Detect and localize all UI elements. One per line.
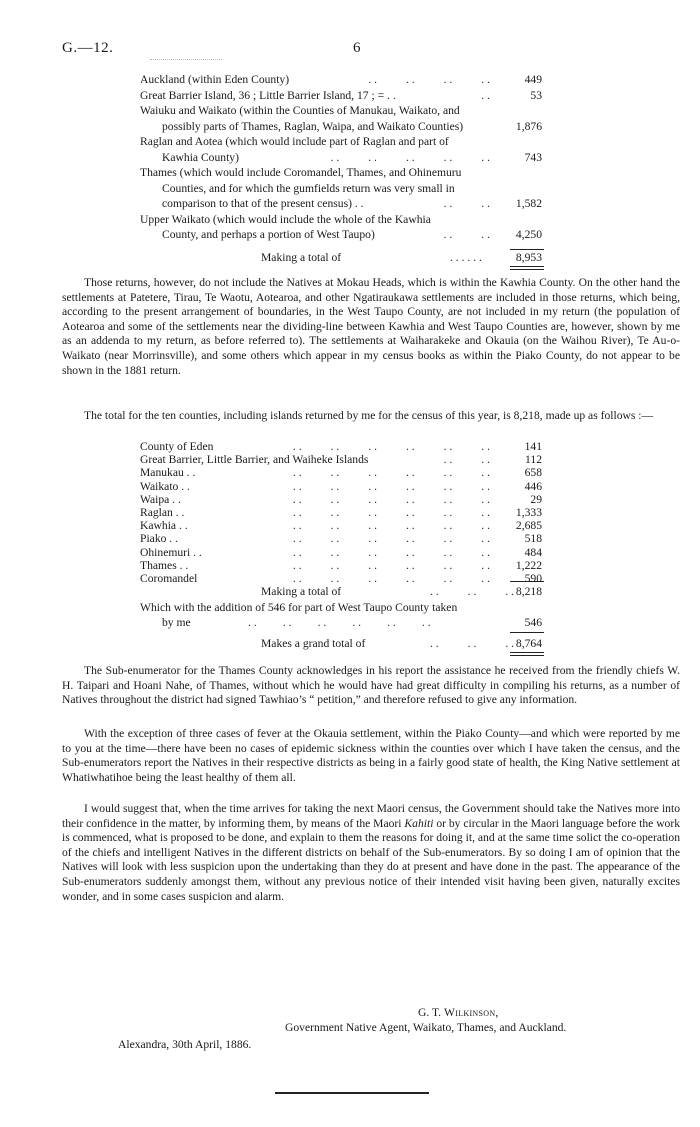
first-table-row (140, 165, 542, 181)
first-table-row-label: Waiuku and Waikato (within the Counties of Manukau, Waikato, and (140, 104, 460, 117)
county-value: 141 (524, 440, 542, 453)
county-name: Manukau . . (140, 466, 196, 480)
first-summary-table (140, 72, 542, 243)
page-number: 6 (353, 40, 361, 56)
document-reference: G.—12. (62, 40, 114, 56)
grand-total-rule (510, 632, 544, 633)
second-table-rule (510, 581, 544, 582)
county-row (140, 466, 542, 479)
county-name: Waipa . . (140, 492, 181, 506)
first-table-row (140, 119, 542, 135)
first-table-row-value: 53 (530, 88, 542, 102)
county-value: 1,222 (515, 558, 542, 572)
county-value: 518 (524, 532, 542, 546)
first-table-row-label: Counties, and for which the gumfields return was very small in (162, 181, 455, 195)
first-table-row (140, 227, 542, 243)
county-row-dots: . . . . . . . . . . . . (292, 571, 490, 585)
first-table-row-label: County, and perhaps a portion of West Taupo) (162, 228, 375, 241)
first-table-row-dots: . . . . (443, 197, 490, 210)
county-row (140, 480, 542, 493)
signature-title: Government Native Agent, Waikato, Thames, and Auckland. (285, 1021, 567, 1034)
first-table-row (140, 72, 542, 88)
paragraph-1-text: Those returns, however, do not include the Natives at Mokau Heads, which is within the Kawhia County. On the other hand the settlements at Patetere, Tirau, Te Waotu, Aotearoa, and other Ngatiraukawa settlements are included in those returns, which being, according to the present arrangement of boundaries, in the West Taupo County, are not included in my return (the population of Aotearoa and some of the settlements near the dividing-line between Kawhia and West Taupo Counties are, however, shown by me as an addenda to my return, as before referred to). The settlements at Waiharakeke and Okauia (on the Waihou River), Te Au-o-Waikato (near Morrinsville), and some others which appear in my census books as within the Piako County, do not appear to be shown in the 1881 return. (62, 276, 680, 377)
grand-total-dots: . . . . . . (430, 637, 515, 650)
county-row (140, 506, 542, 519)
county-breakdown-table (140, 440, 542, 585)
first-table-row (140, 212, 542, 228)
first-table-total-row (140, 250, 542, 266)
first-table-row-label: Raglan and Aotea (which would include part of Raglan and part of (140, 135, 449, 148)
addition-dots: . . . . . . . . . . . . (248, 616, 431, 629)
county-value: 446 (524, 479, 542, 493)
paragraph-1 (62, 276, 680, 378)
county-row-dots: . . . . . . . . . . . . (292, 479, 490, 493)
first-table-total-label: Making a total of (261, 251, 342, 264)
first-table-row-dots: . . . . . . . . . . (330, 150, 490, 164)
county-row-dots: . . . . . . . . . . . . (292, 505, 490, 519)
county-name: Coromandel (140, 571, 198, 585)
county-name: Great Barrier, Little Barrier, and Waiheke Islands (140, 453, 369, 467)
first-table-row-dots: . . (481, 88, 490, 102)
county-name: Piako . . (140, 532, 179, 546)
paragraph-2 (62, 409, 680, 424)
first-table-row-label: Thames (which would include Coromandel, Thames, and Ohinemuru (140, 166, 462, 179)
signature-initials: G. T. (418, 1006, 444, 1019)
county-value: 2,685 (515, 519, 542, 533)
first-table-row-value: 4,250 (515, 228, 542, 241)
paragraph-3 (62, 664, 680, 708)
first-table-row (140, 88, 542, 104)
addition-line-2: by me (162, 616, 191, 629)
paragraph-3-text: The Sub-enumerator for the Thames County acknowledges in his report the assistance he received from the friendly chiefs W. H. Taipari and Hoani Nahe, of Thames, without which he would have had great difficulty in compiling his returns, as a number of Natives throughout the district had signed Tawhiao’s “ petition,” and therefore refused to give any information. (62, 664, 680, 707)
signature-surname: Wilkinson, (443, 1006, 499, 1019)
first-table-row-dots: . . . . (443, 228, 490, 241)
paragraph-5-text-before: I would suggest that, when the time arrives for taking the next Maori census, the Government should take the Natives more into their confidence in the matter, by informing them, by means of the Maori (62, 802, 680, 830)
county-row-dots: . . . . . . . . . . . . (292, 492, 490, 506)
first-table-double-rule (510, 266, 544, 270)
header-smudge (150, 50, 222, 60)
county-name: Raglan . . (140, 505, 185, 519)
first-table-row-value: 743 (524, 150, 542, 164)
county-name: Kawhia . . (140, 519, 188, 533)
county-row-dots: . . . . . . . . . . . . (292, 532, 490, 546)
first-table-row-label: possibly parts of Thames, Raglan, Waipa, and Waikato Counties) (162, 119, 464, 133)
subtotal-label: Making a total of (261, 585, 342, 598)
place-and-date: Alexandra, 30th April, 1886. (118, 1038, 252, 1051)
county-row (140, 493, 542, 506)
first-table-row-dots: . . . . . . . . (368, 73, 490, 86)
first-table-row (140, 134, 542, 150)
addition-value: 546 (524, 616, 542, 629)
county-value: 484 (524, 545, 542, 559)
county-row-dots: . . . . . . . . . . . . (292, 545, 490, 559)
grand-total-value: 8,764 (515, 637, 542, 650)
county-name: Thames . . (140, 558, 189, 572)
first-table-row-value: 1,876 (515, 119, 542, 133)
first-table-row (140, 150, 542, 166)
county-name: Waikato . . (140, 479, 190, 493)
county-row (140, 440, 542, 453)
first-table-row (140, 103, 542, 119)
county-row (140, 532, 542, 545)
first-table-row-value: 1,582 (515, 197, 542, 210)
county-value: 658 (524, 466, 542, 480)
addition-line-1: Which with the addition of 546 for part of West Taupo County taken (140, 600, 458, 614)
subtotal-dots: . . . . . . (430, 585, 515, 598)
county-row (140, 559, 542, 572)
county-row (140, 546, 542, 559)
paragraph-5-text-after: or by circular in the Maori language before the work is commenced, what is proposed to be done, and explain to them the reasons for doing it, and at the same time solict the co-operation of the chiefs and intelligent Natives in the different districts on behalf of the Sub-enumerators. By so doing I am of opinion that the Natives will look with less suspicion upon the undertaking than they do at present and have done in the past. The appearance of the Sub-enumerators suddenly amongst them, without any previous notice of their intended visit having been given, naturally excites wonder, and in some cases suspicion and alarm. (62, 816, 681, 903)
first-table-row (140, 196, 542, 212)
first-table-row-label: comparison to that of the present census) . . (162, 197, 364, 210)
county-row-dots: . . . . . . . . . . . . (292, 519, 490, 533)
county-row-dots: . . . . . . . . . . . . (292, 466, 490, 480)
county-value: 29 (530, 492, 542, 506)
grand-total-double-rule (510, 652, 544, 656)
first-table-total-value: 8,953 (515, 251, 542, 264)
grand-total-label: Makes a grand total of (261, 637, 366, 650)
closing-rule (275, 1092, 429, 1094)
county-value: 1,333 (515, 505, 542, 519)
signature-name (418, 1006, 499, 1019)
county-name: Ohinemuri . . (140, 545, 202, 559)
paragraph-4 (62, 727, 680, 785)
first-table-row-label: Auckland (within Eden County) (140, 73, 290, 86)
county-value: 590 (524, 571, 542, 585)
county-row-dots: . . . . . . . . . . . . (292, 558, 490, 572)
county-value: 112 (525, 453, 542, 467)
first-table-total-dots: . . . . . . (450, 251, 482, 264)
paragraph-5 (62, 802, 680, 904)
first-table-row-label: Kawhia County) (162, 150, 239, 164)
county-row (140, 519, 542, 532)
paragraph-2-text: The total for the ten counties, including islands returned by me for the census of this year, is 8,218, made up as follows :— (84, 409, 654, 422)
first-table-row-value: 449 (524, 73, 542, 86)
county-row-dots: . . . . (443, 453, 490, 467)
subtotal-value: 8,218 (515, 585, 542, 598)
paragraph-4-text: With the exception of three cases of fever at the Okauia settlement, within the Piako County—and which were reported by me to you at the time—there have been no cases of epidemic sickness within the counties over which I have taken the census, and the Sub-enumerators report the Natives in their respective districts as being in a fairly good state of health, the King Native settlement at Whatiwhatihoe being the least healthy of them all. (62, 727, 680, 784)
county-name: County of Eden (140, 440, 214, 453)
county-row-dots: . . . . . . . . . . . . (292, 440, 490, 453)
county-row (140, 453, 542, 466)
grand-total-row (140, 636, 542, 652)
first-table-row-label: Upper Waikato (which would include the whole of the Kawhia (140, 212, 431, 226)
first-table-row-label: Great Barrier Island, 36 ; Little Barrier Island, 17 ; = . . (140, 88, 396, 102)
second-table-totals (140, 584, 542, 631)
first-table-row (140, 181, 542, 197)
paragraph-5-italic-word: Kahiti (404, 816, 434, 830)
